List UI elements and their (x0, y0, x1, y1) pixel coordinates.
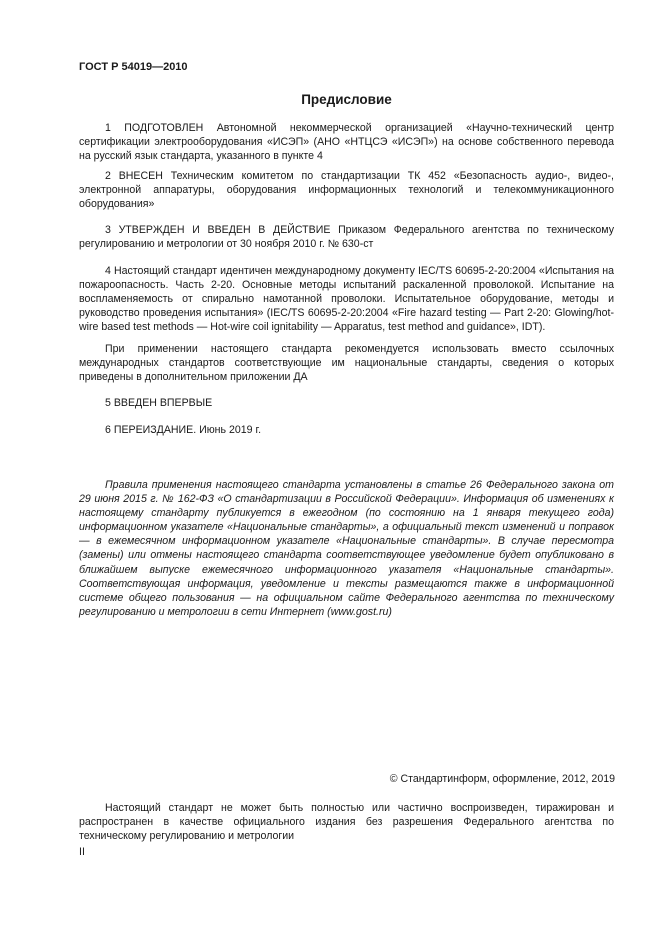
preface-paragraph-5 (79, 396, 614, 410)
preface-paragraph-1 (79, 121, 614, 163)
preface-paragraph-2 (79, 169, 614, 211)
preface-paragraph-1-text: 1 ПОДГОТОВЛЕН Автономной некоммерческой организацией «Научно-технический центр сертификации электрооборудования «ИСЭП» (АНО «НТЦСЭ «ИСЭП») на основе собственного перевода на русский язык стандарта, указанного в пункте 4 (79, 122, 614, 163)
preface-paragraph-4 (79, 264, 614, 334)
page-title: Предисловие (301, 92, 392, 107)
copyright-line: © Стандартинформ, оформление, 2012, 2019 (389, 773, 615, 785)
preface-paragraph-3-text: 3 УТВЕРЖДЕН И ВВЕДЕН В ДЕЙСТВИЕ Приказом Федерального агентства по техническому регулированию и метрологии от 30 ноября 2010 г. № 630-ст (79, 224, 614, 251)
application-rules-notice (79, 478, 614, 619)
preface-paragraph-4-note-text: При применении настоящего стандарта рекомендуется использовать вместо ссылочных международных стандартов соответствующие им национальные стандарты, сведения о которых приведены в дополнительном приложении ДА (79, 343, 614, 384)
reproduction-restriction-text: Настоящий стандарт не может быть полностью или частично воспроизведен, тиражирован и распространен в качестве официального издания без разрешения Федерального агентства по техническому регулированию и метрологии (79, 802, 614, 843)
page-number: II (79, 846, 85, 858)
preface-paragraph-4-text: 4 Настоящий стандарт идентичен международному документу IEC/TS 60695-2-20:2004 «Испытания на пожароопасность. Часть 2-20. Основные методы испытаний раскаленной проволокой. Испытание на воспламеняемость от спирально намотанной проволоки. Испытательное оборудование, методы и руководство проведения испытания» (IEC/TS 60695-2-20:2004 «Fire hazard testing — Part 2-20: Glowing/hot-wire based test methods — Hot-wire coil ignitability — Apparatus, test method and guidance», IDT). (79, 265, 614, 334)
preface-paragraph-6 (79, 423, 614, 437)
reproduction-restriction-note (79, 801, 614, 843)
document-code-header: ГОСТ Р 54019—2010 (79, 61, 188, 73)
preface-paragraph-4-note (79, 342, 614, 384)
preface-paragraph-5-text: 5 ВВЕДЕН ВПЕРВЫЕ (105, 397, 213, 409)
application-rules-notice-text: Правила применения настоящего стандарта установлены в статье 26 Федерального закона от 29 июня 2015 г. № 162-ФЗ «О стандартизации в Российской Федерации». Информация об изменениях к настоящему стандарту публикуется в ежегодном (по состоянию на 1 января текущего года) информационном указателе «Национальные стандарты», а официальный текст изменений и поправок — в ежемесячном информационном указателе «Национальные стандарты». В случае пересмотра (замены) или отмены настоящего стандарта соответствующее уведомление будет опубликовано в ближайшем выпуске ежемесячного информационного указателя «Национальные стандарты». Соответствующая информация, уведомление и тексты размещаются также в информационной системе общего пользования — на официальном сайте Федерального агентства по техническому регулированию и метрологии в сети Интернет (www.gost.ru) (79, 479, 614, 618)
preface-paragraph-6-text: 6 ПЕРЕИЗДАНИЕ. Июнь 2019 г. (105, 424, 262, 436)
preface-paragraph-3 (79, 223, 614, 251)
preface-paragraph-2-text: 2 ВНЕСЕН Техническим комитетом по стандартизации ТК 452 «Безопасность аудио-, видео-, электронной аппаратуры, оборудования информационных технологий и телекоммуникационного оборудования» (79, 170, 614, 211)
